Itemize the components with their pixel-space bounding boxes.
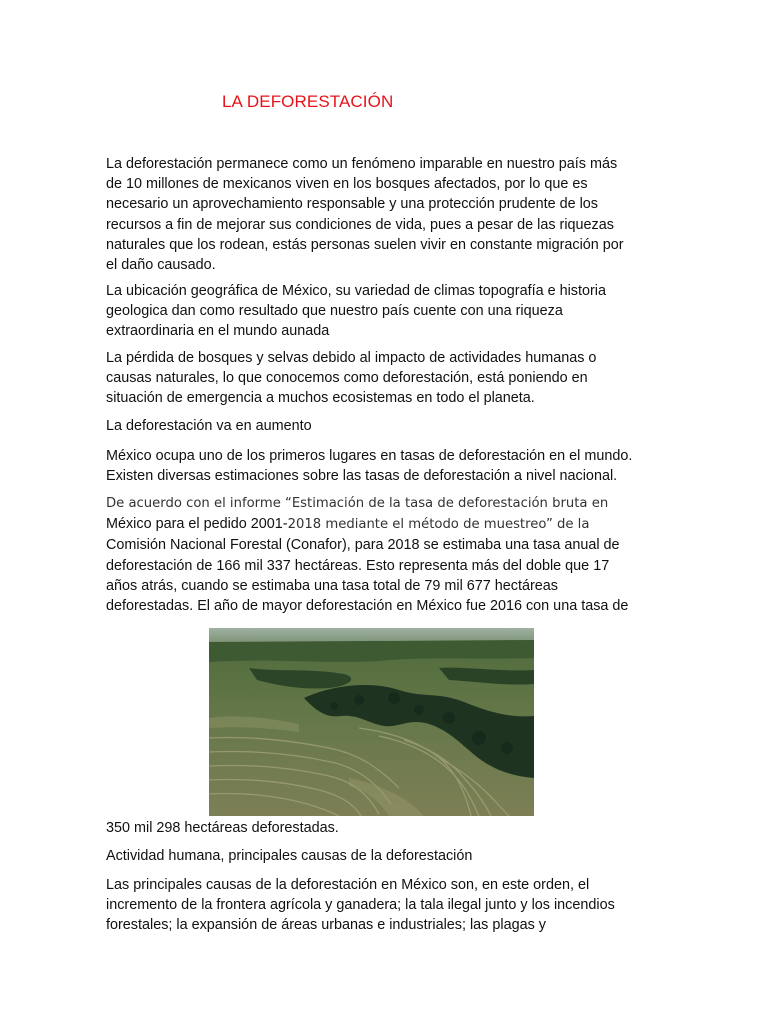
- text-line: México ocupa uno de los primeros lugares en tasas de deforestación en el mundo.: [106, 448, 633, 464]
- text-line: Existen diversas estimaciones sobre las tasas de deforestación a nivel nacional.: [106, 468, 618, 485]
- text-line: [106, 514, 666, 535]
- text-line: La deforestación permanece como un fenómeno imparable en nuestro país más: [106, 156, 618, 172]
- text-line: años atrás, cuando se estimaba una tasa total de 79 mil 677 hectáreas: [106, 577, 558, 594]
- text-line: recursos a fin de mejorar sus condiciones de vida, pues a pesar de las riquezas: [106, 216, 614, 233]
- text-line: naturales que los rodean, estás personas suelen vivir en constante migración por: [106, 236, 624, 253]
- text-line: 350 mil 298 hectáreas deforestadas.: [106, 820, 339, 836]
- paragraph-human-activity-heading: [106, 846, 666, 866]
- text-segment: 2018 mediante el método de muestreo” de la: [287, 517, 590, 533]
- paragraph-forest-loss: [106, 348, 666, 409]
- paragraph-ranking: [106, 446, 666, 486]
- text-line: el daño causado.: [106, 257, 216, 274]
- text-line: De acuerdo con el informe “Estimación de la tasa de deforestación bruta en: [106, 496, 609, 511]
- page-title: LA DEFORESTACIÓN: [222, 92, 394, 111]
- paragraph-conafor-report: [106, 494, 666, 616]
- aerial-deforestation-photo: [209, 628, 534, 816]
- text-line: de 10 millones de mexicanos viven en los bosques afectados, por lo que es: [106, 176, 588, 193]
- paragraph-geography: [106, 281, 666, 342]
- text-line: La deforestación va en aumento: [106, 418, 312, 434]
- text-line: deforestación de 166 mil 337 hectáreas. Esto representa más del doble que 17: [106, 557, 610, 574]
- text-line: Comisión Nacional Forestal (Conafor), para 2018 se estimaba una tasa anual de: [106, 537, 620, 554]
- text-line: deforestadas. El año de mayor deforestación en México fue 2016 con una tasa de: [106, 598, 629, 615]
- paragraph-main-causes: [106, 875, 666, 936]
- text-line: La ubicación geográfica de México, su variedad de climas topografía e historia: [106, 283, 606, 299]
- text-line: geologica dan como resultado que nuestro país cuente con una riqueza: [106, 303, 563, 320]
- paragraph-increase: [106, 416, 666, 436]
- text-line: forestales; la expansión de áreas urbanas e industriales; las plagas y: [106, 917, 546, 934]
- paragraph-2016-rate: [106, 818, 666, 838]
- text-line: causas naturales, lo que conocemos como deforestación, está poniendo en: [106, 370, 588, 387]
- text-line: Las principales causas de la deforestación en México son, en este orden, el: [106, 877, 590, 893]
- text-line: necesario un aprovechamiento responsable y una protección prudente de los: [106, 196, 599, 213]
- text-segment: México para el pedido 2001-: [106, 516, 288, 533]
- text-line: incremento de la frontera agrícola y ganadera; la tala ilegal junto y los incendios: [106, 897, 615, 914]
- text-line: Actividad humana, principales causas de la deforestación: [106, 848, 473, 864]
- paragraph-intro: [106, 154, 666, 275]
- text-line: extraordinaria en el mundo aunada: [106, 323, 330, 340]
- text-line: situación de emergencia a muchos ecosistemas en todo el planeta.: [106, 390, 535, 407]
- text-line: La pérdida de bosques y selvas debido al impacto de actividades humanas o: [106, 350, 597, 366]
